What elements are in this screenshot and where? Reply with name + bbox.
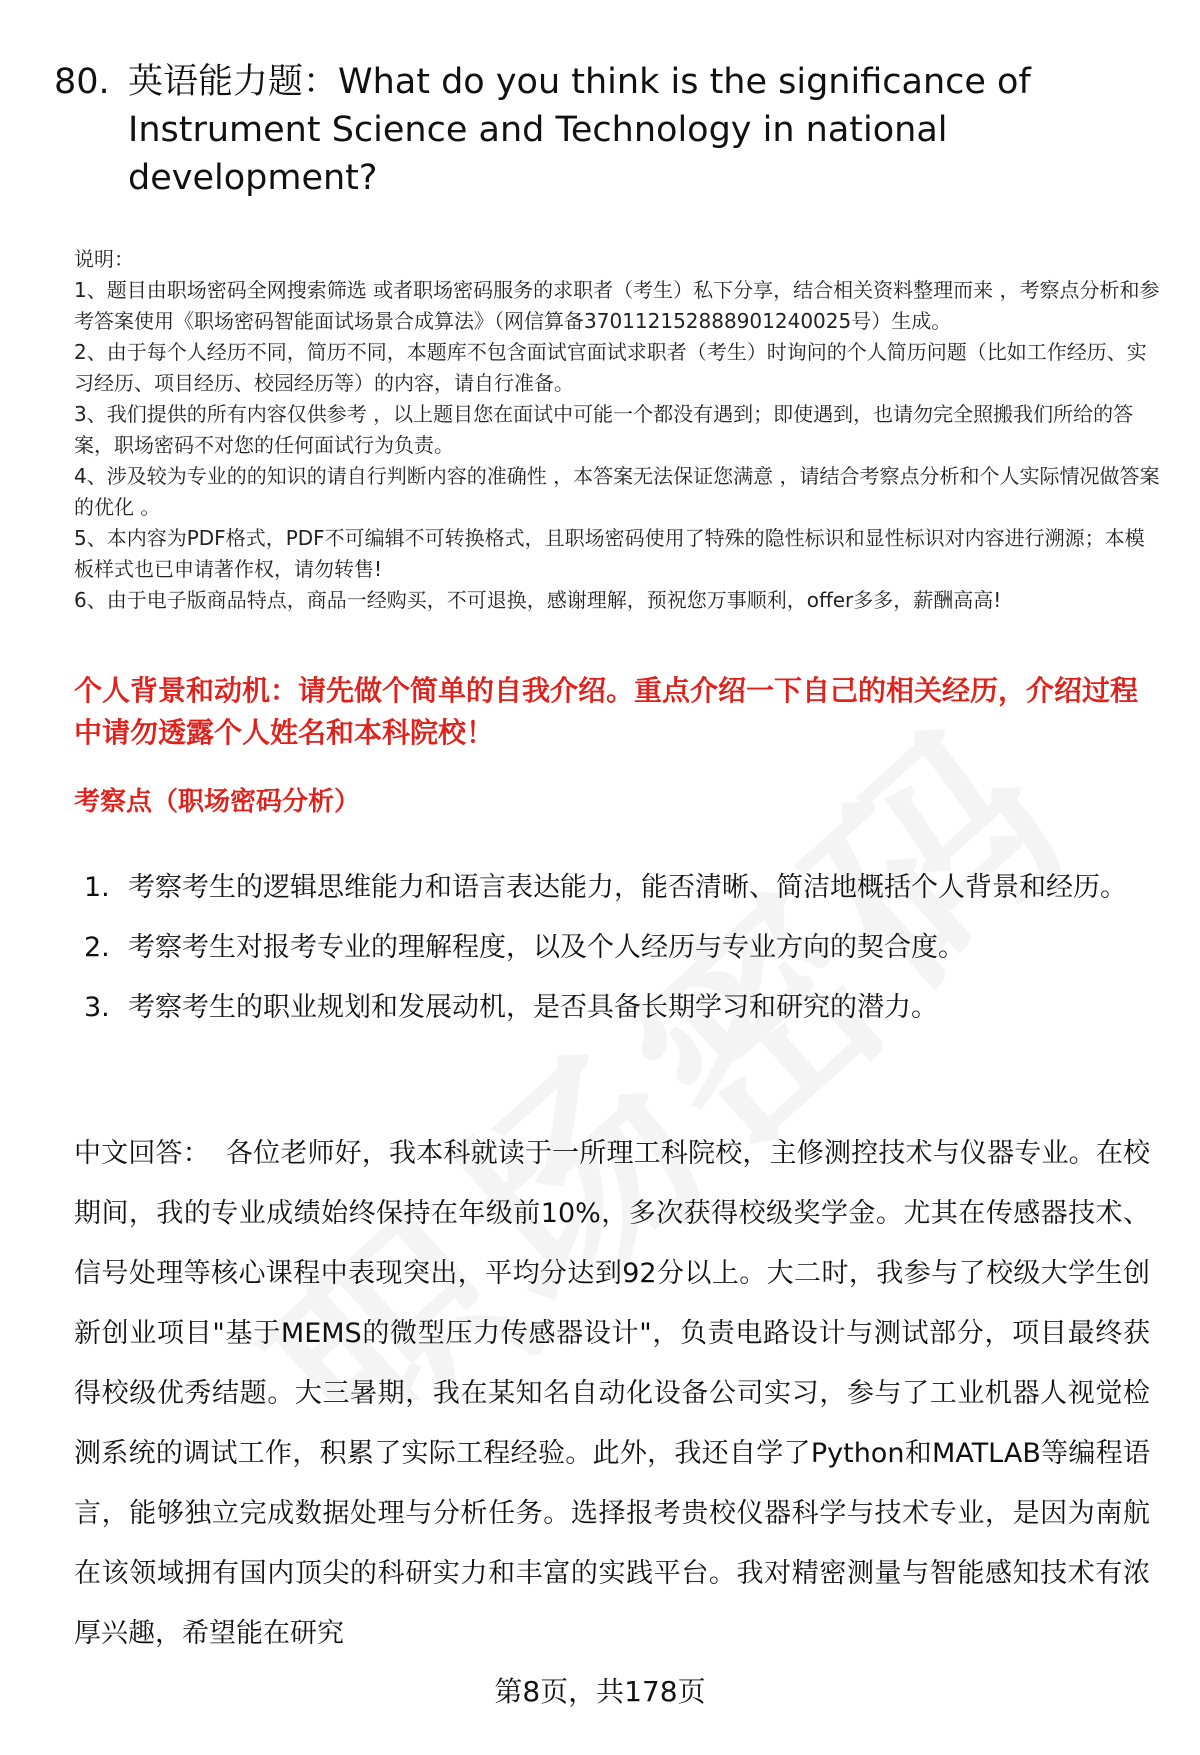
- exam-points-heading: 考察点（职场密码分析）: [74, 787, 361, 817]
- exam-point-text: 考察考生的职业规划和发展动机，是否具备长期学习和研究的潜力。: [128, 992, 938, 1023]
- answer-text: 各位老师好，我本科就读于一所理工科院校，主修测控技术与仪器专业。在校期间，我的专业成绩始终保持在年级前10%，多次获得校级奖学金。尤其在传感器技术、信号处理等核心课程中表现突出，平均分达到92分以上。大二时，我参与了校级大学生创新创业项目"基于MEMS的微型压力传感器设计"，负责电路设计与测试部分，项目最终获得校级优秀结题。大三暑期，我在某知名自动化设备公司实习，参与了工业机器人视觉检测系统的调试工作，积累了实际工程经验。此外，我还自学了Python和MATLAB等编程语言，能够独立完成数据处理与分析任务。选择报考贵校仪器科学与技术专业，是因为南航在该领域拥有国内顶尖的科研实力和丰富的实践平台。我对精密测量与智能感知技术有浓厚兴趣，希望能在研究: [74, 1138, 1150, 1649]
- note-item: 6、由于电子版商品特点，商品一经购买，不可退换，感谢理解，预祝您万事顺利，offer多多，薪酬高高!: [74, 588, 1002, 612]
- notes-section: [74, 244, 1162, 616]
- question-text: 英语能力题：What do you think is the significance of Instrument Science and Technology in national development?: [128, 62, 1031, 198]
- question-title: [54, 58, 1154, 202]
- page-footer: 第8页，共178页: [494, 1675, 706, 1708]
- note-item: 4、涉及较为专业的的知识的请自行判断内容的准确性 ，本答案无法保证您满意 ，请结合考察点分析和个人实际情况做答案的优化 。: [74, 464, 1160, 519]
- exam-point-number: 1.: [84, 872, 110, 903]
- exam-point-item: [84, 978, 1154, 1038]
- exam-point-item: [84, 918, 1154, 978]
- background-question: 个人背景和动机：请先做个简单的自我介绍。重点介绍一下自己的相关经历，介绍过程中请勿透露个人姓名和本科院校！: [74, 674, 1139, 749]
- note-item: 1、题目由职场密码全网搜索筛选 或者职场密码服务的求职者（考生）私下分享，结合相关资料整理而来 ，考察点分析和参考答案使用《职场密码智能面试场景合成算法》（网信算备370112152888901240025号）生成。: [74, 278, 1160, 333]
- exam-point-number: 2.: [84, 932, 110, 963]
- note-item: 3、我们提供的所有内容仅供参考 ，以上题目您在面试中可能一个都没有遇到；即使遇到，也请勿完全照搬我们所给的答案，职场密码不对您的任何面试行为负责。: [74, 402, 1134, 457]
- notes-heading: 说明：: [74, 247, 134, 271]
- question-number: 80.: [54, 62, 110, 102]
- answer-paragraph: [74, 1124, 1150, 1664]
- exam-point-item: [84, 858, 1154, 918]
- note-item: 5、本内容为PDF格式，PDF不可编辑不可转换格式，且职场密码使用了特殊的隐性标识和显性标识对内容进行溯源；本模板样式也已申请著作权，请勿转售!: [74, 526, 1145, 581]
- exam-point-number: 3.: [84, 992, 110, 1023]
- note-item: 2、由于每个人经历不同，简历不同，本题库不包含面试官面试求职者（考生）时询问的个人简历问题（比如工作经历、实习经历、项目经历、校园经历等）的内容，请自行准备。: [74, 340, 1147, 395]
- exam-point-text: 考察考生对报考专业的理解程度，以及个人经历与专业方向的契合度。: [128, 932, 965, 963]
- exam-points-list: [84, 858, 1154, 1038]
- exam-point-text: 考察考生的逻辑思维能力和语言表达能力，能否清晰、简洁地概括个人背景和经历。: [128, 872, 1127, 903]
- answer-label: 中文回答：: [74, 1138, 210, 1169]
